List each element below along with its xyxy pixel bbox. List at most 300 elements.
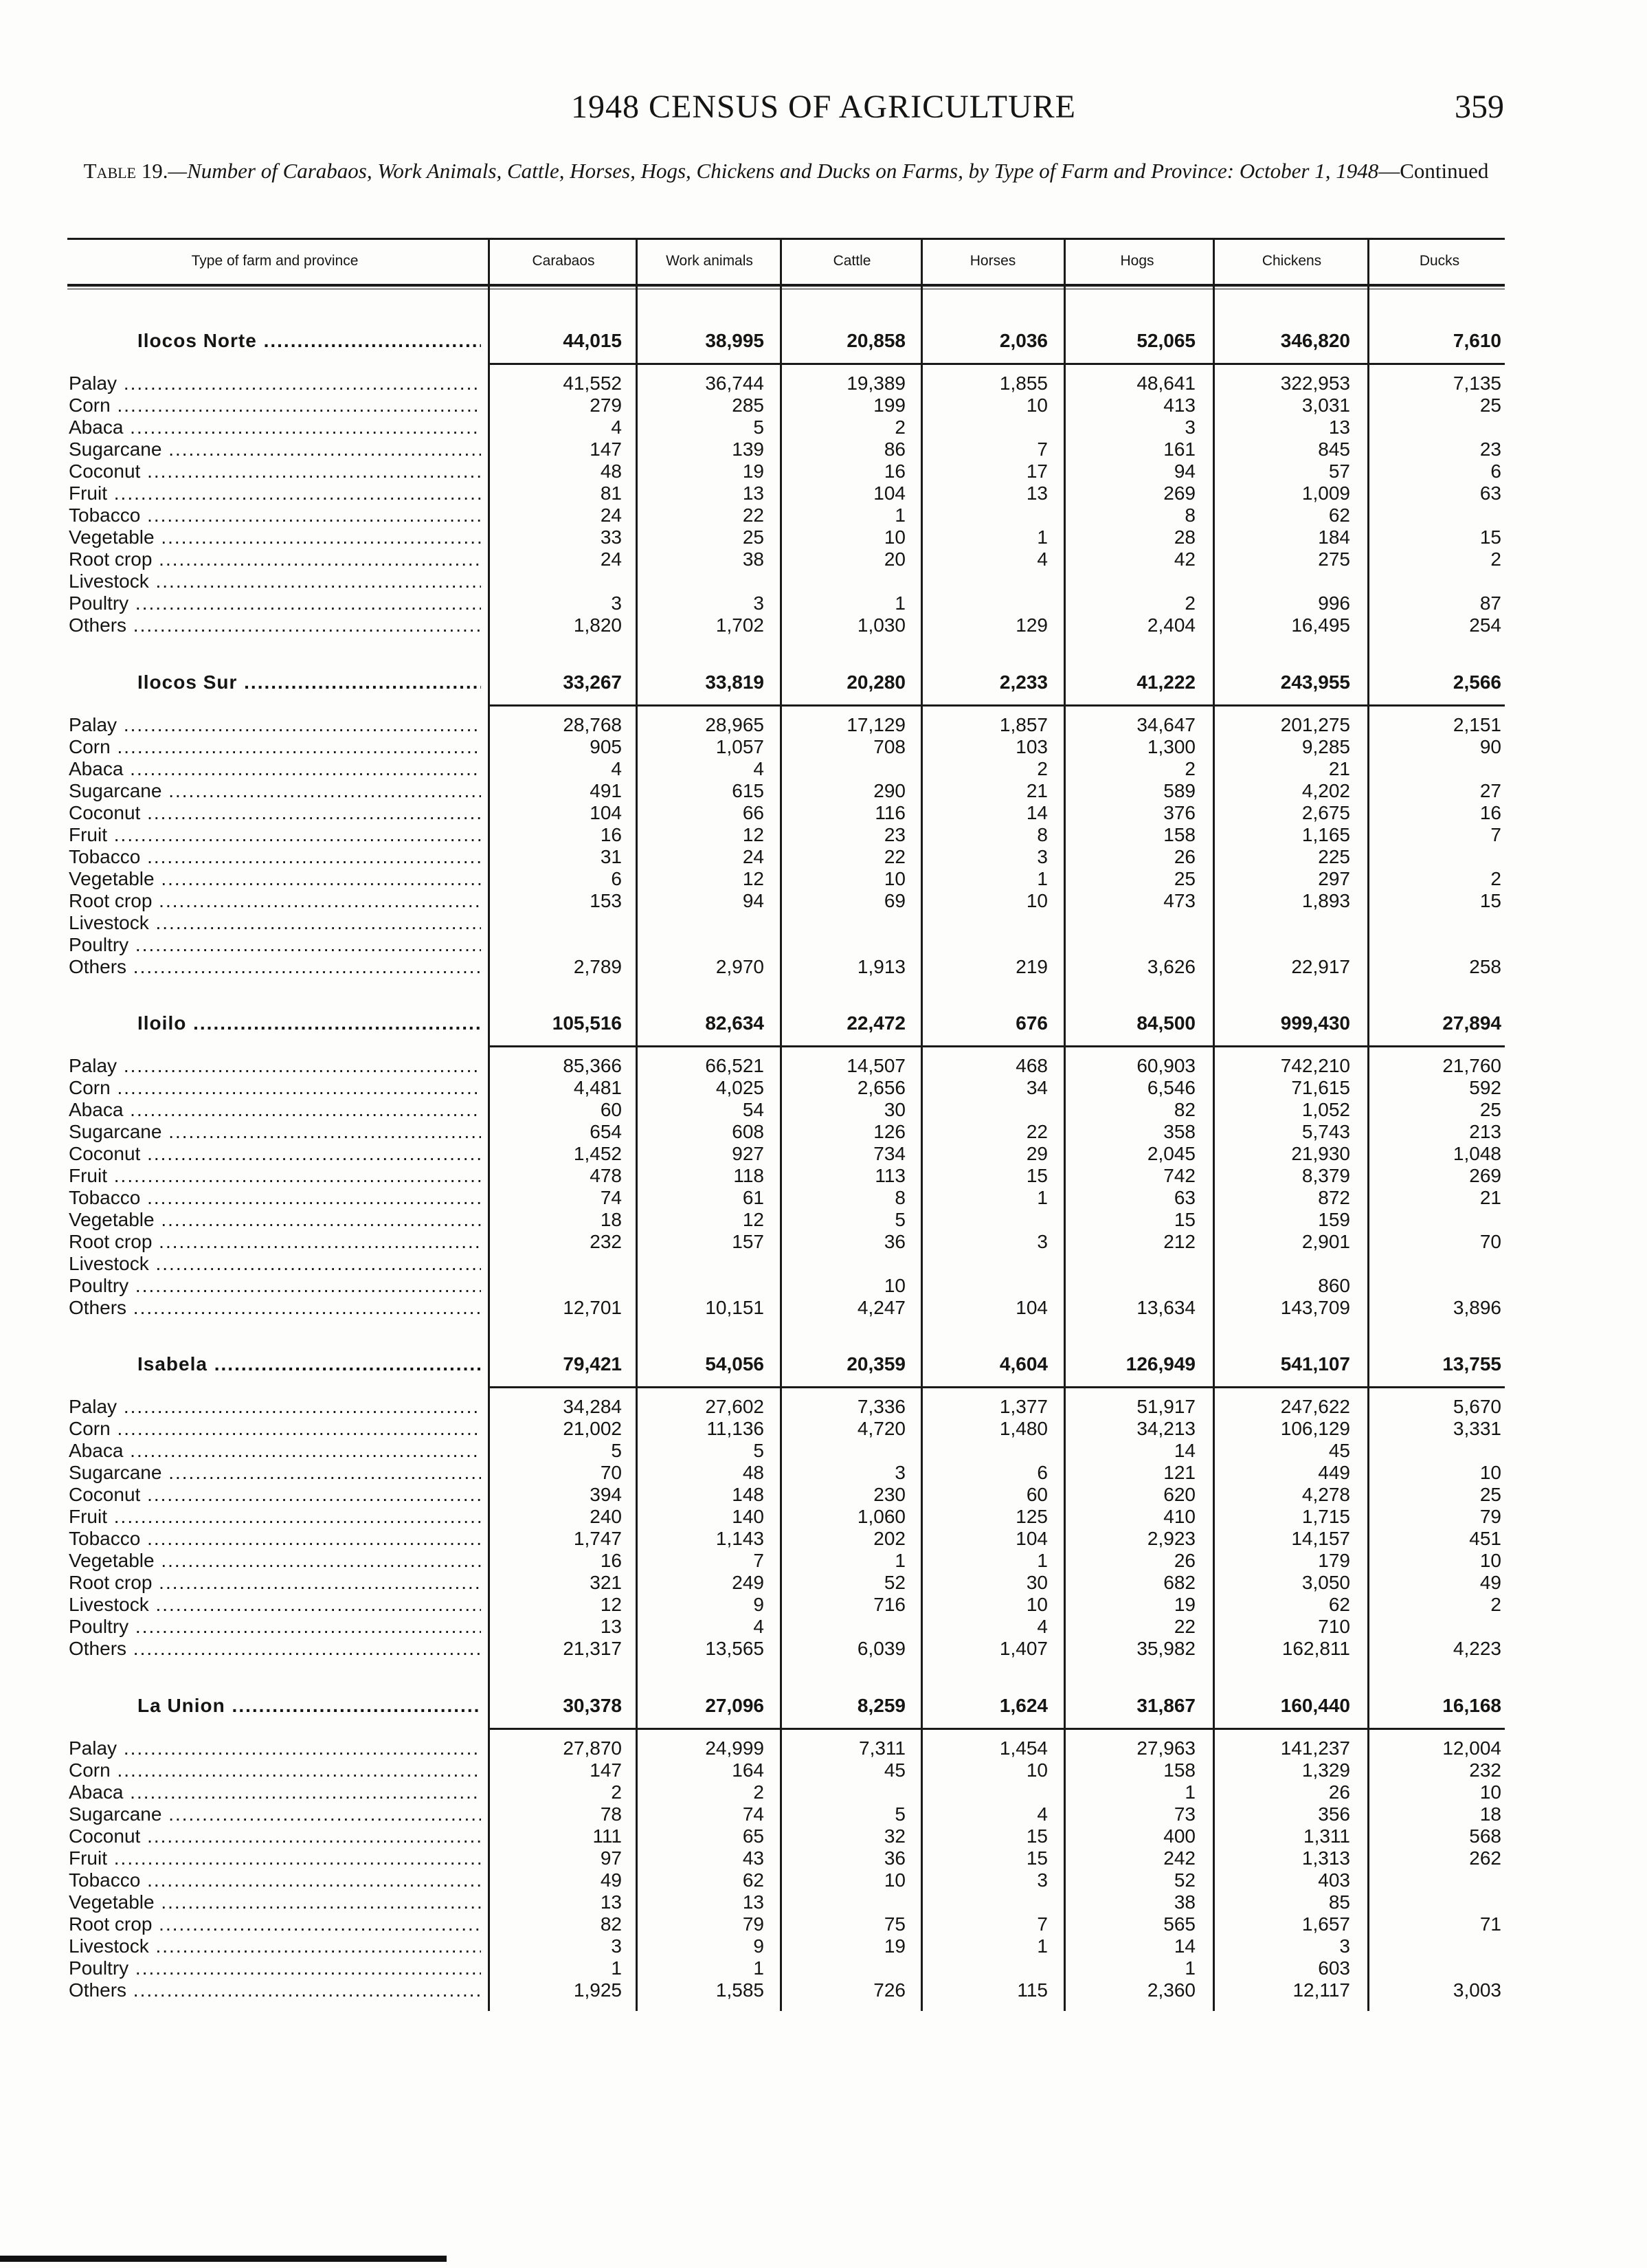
row-label: Fruit ..... [69, 1506, 481, 1528]
table-cell: 201,275 [1280, 714, 1350, 735]
table-cell: 10 [884, 526, 906, 548]
table-cell: 22 [1174, 1616, 1196, 1637]
table-cell: 118 [733, 1165, 764, 1186]
table-cell: 12 [742, 824, 764, 845]
table-cell: 147 [590, 438, 622, 460]
table-cell: 7 [1037, 438, 1048, 460]
table-cell: 22,917 [1291, 956, 1350, 977]
table-cell: 33 [600, 526, 622, 548]
table-cell: 1,311 [1303, 1825, 1350, 1847]
table-row [0, 1077, 1647, 1099]
table-cell: 449 [1318, 1462, 1350, 1483]
province-total-row [0, 330, 1647, 352]
row-label: Root crop ..... [69, 1572, 481, 1594]
table-cell: 26 [1174, 846, 1196, 867]
table-cell: 15 [1026, 1847, 1048, 1869]
row-label: Others ..... [69, 1297, 481, 1319]
table-cell: 19,389 [847, 373, 906, 394]
table-cell: 2 [1185, 592, 1196, 614]
table-row [0, 758, 1647, 780]
table-cell: 491 [590, 780, 622, 801]
table-cell: 10 [884, 868, 906, 889]
table-cell: 21 [1328, 758, 1350, 779]
table-row [0, 736, 1647, 758]
table-cell: 8,379 [1301, 1165, 1350, 1186]
table-cell: 240 [590, 1506, 622, 1527]
table-cell: 25 [742, 526, 764, 548]
table-cell: 1 [611, 1957, 622, 1979]
table-cell: 1,585 [715, 1979, 764, 2001]
table-row [0, 1550, 1647, 1572]
table-cell: 45 [1328, 1440, 1350, 1461]
row-label: Others ..... [69, 614, 481, 636]
table-cell: 262 [1469, 1847, 1501, 1869]
province-name: Ilocos Norte ..... [137, 330, 481, 352]
table-cell: 1,893 [1301, 890, 1350, 911]
table-cell: 15 [1479, 526, 1501, 548]
table-cell: 63 [1479, 482, 1501, 504]
table-cell: 27,894 [1442, 1012, 1501, 1034]
table-cell: 106,129 [1280, 1418, 1350, 1439]
province-rule [488, 1728, 1505, 1730]
table-cell: 4,604 [999, 1353, 1048, 1375]
table-row [0, 1506, 1647, 1528]
table-cell: 75 [884, 1913, 906, 1935]
table-cell: 20,858 [847, 330, 906, 351]
table-cell: 28,965 [705, 714, 764, 735]
table-cell: 5,743 [1301, 1121, 1350, 1142]
table-cell: 7,311 [859, 1737, 906, 1759]
table-cell: 14 [1026, 802, 1048, 823]
table-cell: 33,267 [563, 671, 622, 693]
table-row [0, 1253, 1647, 1275]
table-cell: 592 [1469, 1077, 1501, 1098]
table-cell: 5 [611, 1440, 622, 1461]
table-cell: 394 [590, 1484, 622, 1505]
row-label: Sugarcane ..... [69, 438, 481, 460]
table-cell: 2,970 [715, 956, 764, 977]
table-cell: 79 [1479, 1506, 1501, 1527]
table-cell: 38 [742, 548, 764, 570]
table-row [0, 1913, 1647, 1935]
table-row [0, 1484, 1647, 1506]
table-row [0, 846, 1647, 868]
table-cell: 24 [600, 504, 622, 526]
table-cell: 2 [895, 416, 906, 438]
province-rule [488, 1386, 1505, 1388]
row-label: Sugarcane ..... [69, 1121, 481, 1143]
table-cell: 25 [1479, 1099, 1501, 1120]
row-label: Coconut ..... [69, 1143, 481, 1165]
table-cell: 30 [1026, 1572, 1048, 1593]
table-row [0, 1957, 1647, 1979]
table-title: —Number of Carabaos, Work Animals, Cattle, Horses, Hogs, Chickens and Ducks on Farms, by Type of Farm and Province: October 1, 1948 [168, 159, 1379, 183]
table-cell: 62 [742, 1869, 764, 1891]
table-row [0, 890, 1647, 912]
table-cell: 14,507 [847, 1055, 906, 1076]
province-rule [488, 704, 1505, 707]
table-cell: 734 [873, 1143, 906, 1164]
table-cell: 1 [1185, 1781, 1196, 1803]
table-cell: 297 [1318, 868, 1350, 889]
table-cell: 26 [1174, 1550, 1196, 1571]
col-header-chickens: Chickens [1262, 253, 1322, 269]
table-cell: 12,117 [1292, 1979, 1350, 2001]
table-cell: 86 [884, 438, 906, 460]
row-label: Root crop ..... [69, 1231, 481, 1253]
table-cell: 7 [753, 1550, 764, 1571]
table-cell: 126 [873, 1121, 906, 1142]
row-label: Abaca ..... [69, 416, 481, 438]
col-header-ducks: Ducks [1419, 253, 1460, 269]
row-label: Coconut ..... [69, 802, 481, 824]
table-cell: 71,615 [1291, 1077, 1350, 1098]
row-label: Root crop ..... [69, 890, 481, 912]
table-row [0, 1187, 1647, 1209]
table-cell: 2 [611, 1781, 622, 1803]
table-cell: 158 [1163, 1759, 1196, 1781]
table-cell: 473 [1163, 890, 1196, 911]
table-cell: 16 [884, 460, 906, 482]
table-cell: 290 [873, 780, 906, 801]
table-cell: 104 [1016, 1297, 1048, 1318]
table-cell: 247,622 [1280, 1396, 1350, 1417]
table-cell: 27,870 [563, 1737, 622, 1759]
table-cell: 1,377 [999, 1396, 1048, 1417]
table-cell: 2,789 [573, 956, 622, 977]
table-row [0, 460, 1647, 482]
table-row [0, 570, 1647, 592]
table-cell: 5 [895, 1209, 906, 1230]
table-cell: 1,300 [1147, 736, 1196, 757]
table-cell: 242 [1163, 1847, 1196, 1869]
table-cell: 12 [742, 868, 764, 889]
row-label: Others ..... [69, 1638, 481, 1660]
table-cell: 17,129 [847, 714, 906, 735]
table-cell: 16 [600, 824, 622, 845]
row-label: Poultry ..... [69, 934, 481, 956]
table-cell: 6 [1490, 460, 1501, 482]
table-cell: 28 [1174, 526, 1196, 548]
table-cell: 84,500 [1136, 1012, 1196, 1034]
table-cell: 31,867 [1136, 1695, 1196, 1716]
table-row [0, 1275, 1647, 1297]
table-cell: 2,151 [1453, 714, 1501, 735]
table-cell: 48 [742, 1462, 764, 1483]
row-label: Tobacco ..... [69, 504, 481, 526]
table-cell: 1 [753, 1957, 764, 1979]
province-rule [488, 1045, 1505, 1047]
table-cell: 13,755 [1442, 1353, 1501, 1375]
table-cell: 5 [753, 416, 764, 438]
table-cell: 74 [742, 1803, 764, 1825]
table-row [0, 780, 1647, 802]
table-cell: 16,168 [1442, 1695, 1501, 1716]
table-cell: 2,233 [999, 671, 1048, 693]
table-cell: 85,366 [563, 1055, 622, 1076]
row-label: Others ..... [69, 1979, 481, 2001]
table-cell: 184 [1318, 526, 1350, 548]
table-cell: 14,157 [1291, 1528, 1350, 1549]
table-cell: 7 [1490, 824, 1501, 845]
table-cell: 708 [873, 736, 906, 757]
table-cell: 9 [753, 1594, 764, 1615]
table-cell: 111 [592, 1825, 622, 1847]
table-cell: 160,440 [1280, 1695, 1350, 1716]
province-total-row [0, 671, 1647, 693]
table-cell: 4,223 [1453, 1638, 1501, 1659]
table-cell: 104 [590, 802, 622, 823]
table-cell: 615 [732, 780, 764, 801]
table-row [0, 824, 1647, 846]
table-cell: 21 [1026, 780, 1048, 801]
table-cell: 22,472 [847, 1012, 906, 1034]
row-label: Fruit ..... [69, 1165, 481, 1187]
table-cell: 21,002 [563, 1418, 622, 1439]
table-cell: 27,963 [1136, 1737, 1196, 1759]
table-cell: 10,151 [705, 1297, 764, 1318]
table-cell: 872 [1318, 1187, 1350, 1208]
table-cell: 3 [611, 1935, 622, 1957]
table-top-rule [67, 238, 1505, 240]
table-cell: 676 [1016, 1012, 1048, 1034]
row-label: Vegetable ..... [69, 868, 481, 890]
province-name: La Union ..... [137, 1695, 481, 1717]
table-cell: 4,202 [1301, 780, 1350, 801]
table-cell: 45 [884, 1759, 906, 1781]
table-row [0, 1979, 1647, 2001]
table-cell: 52,065 [1136, 330, 1196, 351]
table-row [0, 1099, 1647, 1121]
table-cell: 1,454 [999, 1737, 1048, 1759]
table-header-rule [67, 284, 1505, 287]
table-row [0, 1396, 1647, 1418]
table-cell: 568 [1469, 1825, 1501, 1847]
table-cell: 1,060 [857, 1506, 906, 1527]
table-cell: 12 [600, 1594, 622, 1615]
table-cell: 87 [1479, 592, 1501, 614]
table-row [0, 1121, 1647, 1143]
table-cell: 3,050 [1301, 1572, 1350, 1593]
table-cell: 1 [1037, 1550, 1048, 1571]
scan-edge-bar [0, 2256, 447, 2262]
table-cell: 10 [1479, 1781, 1501, 1803]
table-cell: 30 [884, 1099, 906, 1120]
table-cell: 3 [1037, 1231, 1048, 1252]
province-rule [488, 363, 1505, 365]
table-cell: 996 [1318, 592, 1350, 614]
table-cell: 1,855 [999, 373, 1048, 394]
table-cell: 8 [1185, 504, 1196, 526]
table-cell: 48,641 [1136, 373, 1196, 394]
table-cell: 1,857 [999, 714, 1048, 735]
table-row [0, 373, 1647, 394]
table-cell: 225 [1318, 846, 1350, 867]
table-cell: 1,048 [1453, 1143, 1501, 1164]
row-label: Abaca ..... [69, 1781, 481, 1803]
table-cell: 1,165 [1301, 824, 1350, 845]
table-row [0, 526, 1647, 548]
table-cell: 21,317 [563, 1638, 622, 1659]
col-header-label: Type of farm and province [191, 253, 359, 269]
table-cell: 845 [1318, 438, 1350, 460]
row-label: Abaca ..... [69, 1099, 481, 1121]
row-label: Poultry ..... [69, 1616, 481, 1638]
table-row [0, 1418, 1647, 1440]
table-cell: 60 [1026, 1484, 1048, 1505]
table-cell: 6,039 [857, 1638, 906, 1659]
table-cell: 73 [1174, 1803, 1196, 1825]
table-cell: 1,143 [715, 1528, 764, 1549]
row-label: Corn ..... [69, 394, 481, 416]
row-label: Vegetable ..... [69, 526, 481, 548]
table-cell: 162,811 [1281, 1638, 1350, 1659]
row-label: Tobacco ..... [69, 1869, 481, 1891]
table-cell: 254 [1469, 614, 1501, 636]
table-cell: 25 [1174, 868, 1196, 889]
table-row [0, 482, 1647, 504]
table-cell: 159 [1318, 1209, 1350, 1230]
table-row [0, 504, 1647, 526]
table-cell: 20 [884, 548, 906, 570]
table-cell: 14 [1174, 1440, 1196, 1461]
table-cell: 565 [1163, 1913, 1196, 1935]
table-row [0, 1891, 1647, 1913]
table-row [0, 1440, 1647, 1462]
table-cell: 31 [600, 846, 622, 867]
table-cell: 269 [1469, 1165, 1501, 1186]
table-cell: 15 [1026, 1825, 1048, 1847]
table-cell: 78 [600, 1803, 622, 1825]
table-row [0, 592, 1647, 614]
table-cell: 24 [742, 846, 764, 867]
table-cell: 232 [1469, 1759, 1501, 1781]
table-cell: 6 [611, 868, 622, 889]
table-cell: 710 [1318, 1616, 1350, 1637]
table-cell: 1,452 [573, 1143, 622, 1164]
table-row [0, 438, 1647, 460]
table-cell: 682 [1163, 1572, 1196, 1593]
table-row [0, 1638, 1647, 1660]
table-cell: 620 [1163, 1484, 1196, 1505]
table-cell: 5 [753, 1440, 764, 1461]
table-cell: 7,336 [857, 1396, 906, 1417]
table-cell: 1,702 [715, 614, 764, 636]
row-label: Livestock ..... [69, 1935, 481, 1957]
table-cell: 6 [1037, 1462, 1048, 1483]
table-cell: 7 [1037, 1913, 1048, 1935]
table-cell: 33,819 [705, 671, 764, 693]
table-cell: 468 [1016, 1055, 1048, 1076]
table-cell: 2,901 [1301, 1231, 1350, 1252]
table-cell: 358 [1163, 1121, 1196, 1142]
table-row [0, 548, 1647, 570]
table-cell: 7,135 [1453, 373, 1501, 394]
table-cell: 179 [1318, 1550, 1350, 1571]
row-label: Palay ..... [69, 1737, 481, 1759]
table-cell: 1,925 [573, 1979, 622, 2001]
table-cell: 79 [742, 1913, 764, 1935]
table-cell: 148 [732, 1484, 764, 1505]
table-cell: 8,259 [857, 1695, 906, 1716]
table-cell: 54 [742, 1099, 764, 1120]
table-cell: 742,210 [1280, 1055, 1350, 1076]
province-total-row [0, 1012, 1647, 1034]
table-cell: 285 [732, 394, 764, 416]
table-cell: 410 [1163, 1506, 1196, 1527]
table-cell: 126,949 [1125, 1353, 1196, 1375]
table-cell: 60,903 [1136, 1055, 1196, 1076]
province-total-row [0, 1353, 1647, 1375]
table-cell: 38 [1174, 1891, 1196, 1913]
table-cell: 30,378 [563, 1695, 622, 1716]
table-cell: 905 [590, 736, 622, 757]
table-cell: 10 [884, 1275, 906, 1296]
table-cell: 1,913 [857, 956, 906, 977]
table-cell: 38,995 [705, 330, 764, 351]
table-cell: 82 [1174, 1099, 1196, 1120]
table-cell: 28,768 [563, 714, 622, 735]
table-cell: 1,052 [1301, 1099, 1350, 1120]
row-label: Sugarcane ..... [69, 780, 481, 802]
table-cell: 14 [1174, 1935, 1196, 1957]
table-cell: 62 [1328, 1594, 1350, 1615]
row-label: Sugarcane ..... [69, 1803, 481, 1825]
row-label: Tobacco ..... [69, 846, 481, 868]
row-label: Coconut ..... [69, 1484, 481, 1506]
row-label: Palay ..... [69, 373, 481, 394]
table-cell: 4 [1037, 548, 1048, 570]
table-cell: 29 [1026, 1143, 1048, 1164]
table-cell: 121 [1163, 1462, 1196, 1483]
row-label: Tobacco ..... [69, 1187, 481, 1209]
table-cell: 13 [600, 1616, 622, 1637]
table-cell: 4 [611, 416, 622, 438]
table-cell: 3 [611, 592, 622, 614]
table-cell: 49 [600, 1869, 622, 1891]
table-cell: 603 [1318, 1957, 1350, 1979]
table-cell: 82,634 [705, 1012, 764, 1034]
table-cell: 1,715 [1301, 1506, 1350, 1527]
table-row [0, 934, 1647, 956]
table-cell: 22 [884, 846, 906, 867]
table-row [0, 1803, 1647, 1825]
table-cell: 42 [1174, 548, 1196, 570]
table-cell: 113 [875, 1165, 906, 1186]
table-cell: 27,602 [705, 1396, 764, 1417]
table-cell: 279 [590, 394, 622, 416]
table-cell: 4 [611, 758, 622, 779]
table-cell: 13 [1026, 482, 1048, 504]
table-cell: 36,744 [705, 373, 764, 394]
table-cell: 1,009 [1301, 482, 1350, 504]
table-cell: 413 [1163, 394, 1196, 416]
table-cell: 212 [1163, 1231, 1196, 1252]
table-cell: 4,481 [573, 1077, 622, 1098]
table-row [0, 1825, 1647, 1847]
table-cell: 403 [1318, 1869, 1350, 1891]
table-cell: 36 [884, 1847, 906, 1869]
table-cell: 13 [600, 1891, 622, 1913]
table-cell: 1,624 [999, 1695, 1048, 1716]
table-row [0, 1737, 1647, 1759]
table-cell: 4,025 [715, 1077, 764, 1098]
table-cell: 34,284 [563, 1396, 622, 1417]
row-label: Livestock ..... [69, 1594, 481, 1616]
table-cell: 69 [884, 890, 906, 911]
table-cell: 105,516 [552, 1012, 622, 1034]
table-cell: 15 [1174, 1209, 1196, 1230]
